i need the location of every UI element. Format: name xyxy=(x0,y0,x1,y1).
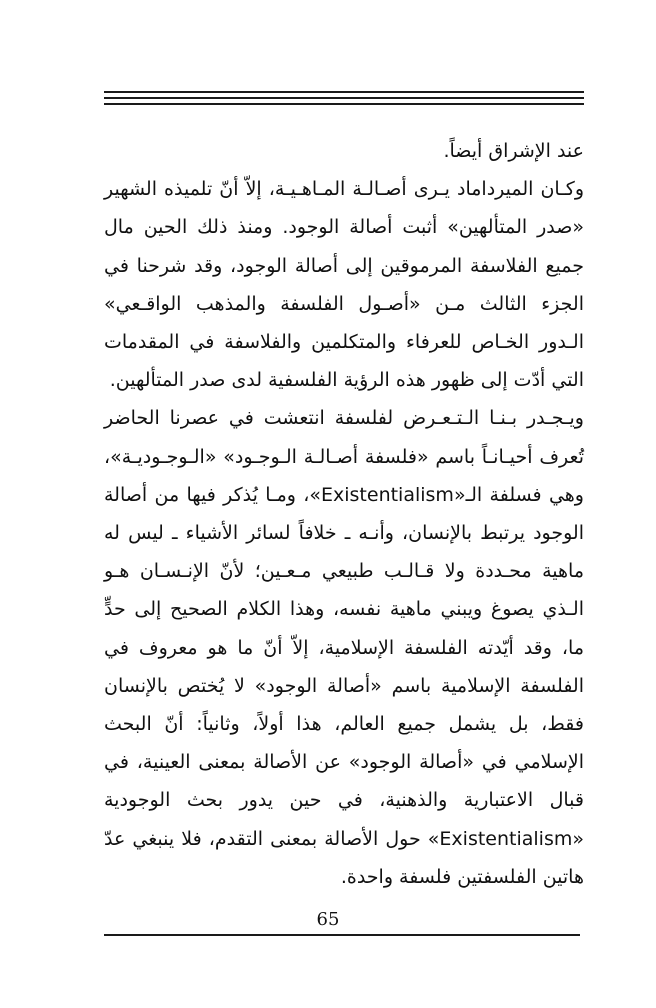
paragraph-2: وكـان الميرداماد يـرى أصـالـة المـاهـيـة، إلاّ أنّ تلميذه الشهير «صدر المتألهين» أثبت أصالة الوجود. ومنذ ذلك الحين مال جميع الفلاسفة المرموقين إلى أصالة الوجود، وقد شرحنا في الجزء الثالث مـن «أصـول الفلسفة والمذهب الواقـعي» الـدور الخـاص للعرفاء والمتكلمين والفلاسفة في المقدمات التي أدّت إلى ظهور هذه الرؤية الفلسفية لدى صدر المتألهين. xyxy=(104,178,584,392)
paragraph-1: عند الإشراق أيضاً. xyxy=(443,140,584,162)
header-rule-3 xyxy=(104,103,584,105)
footer-rule xyxy=(104,934,580,936)
paragraph-3: ويـجـدر بـنـا الـتـعـرض لفلسفة انتعشت في عصرنا الحاضر تُعرف أحيـانـاً باسم «فلسفة أصـالـة الـوجـود» «الـوجـوديـة»، وهي فسلفة الـ«Existentialism»، ومـا يُذكر فيها من أصالة الوجود يرتبط بالإنسان، وأنـه ـ خلافاً لسائر الأشياء ـ ليس له ماهية محـددة ولا قـالـب طبيعي مـعـين؛ لأنّ الإنـسـان هـو الـذي يصوغ ويبني ماهية نفسه، وهذا الكلام الصحيح إلى حدٍّ ما، وقد أيّدته الفلسفة الإسلامية، إلاّ أنّ ما هو معروف في الفلسفة الإسلامية باسم «أصالة الوجود» لا يُختص بالإنسان فقط، بل يشمل جميع العالم، هذا أولاً، وثانياً: أنّ البحث الإسلامي في «أصالة الوجود» عن الأصالة بمعنى العينية، في قبال الاعتبارية والذهنية، في حين يدور بحث الوجودية «Existentialism» حول الأصالة بمعنى التقدم، فلا ينبغي عدّ هاتين الفلسفتين فلسفة واحدة. xyxy=(104,407,584,888)
header-rule-2 xyxy=(104,97,584,99)
header-rule-1 xyxy=(104,91,584,93)
body-text xyxy=(104,132,584,896)
page-number: 65 xyxy=(316,909,340,930)
